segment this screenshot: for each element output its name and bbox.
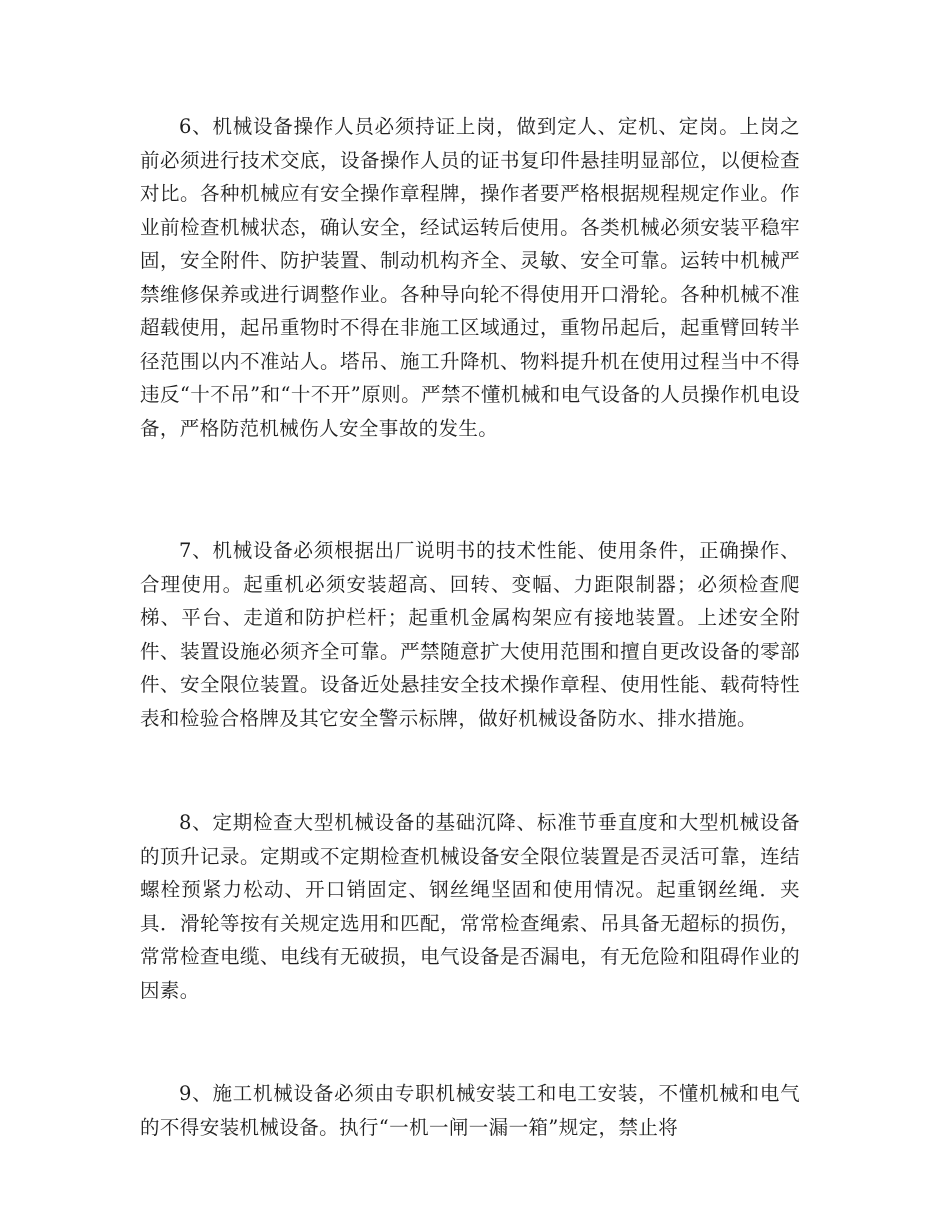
paragraph-item-6: 6、机械设备操作人员必须持证上岗，做到定人、定机、定岗。上岗之前必须进行技术交底，设备操作人员的证书复印件悬挂明显部位，以便检查对比。各种机械应有安全操作章程牌，操作者要严格根据规程规定作业。作业前检查机械状态，确认安全，经试运转后使用。各类机械必须安装平稳牢固，安全附件、防护装置、制动机构齐全、灵敏、安全可靠。运转中机械严禁维修保养或进行调整作业。各种导向轮不得使用开口滑轮。各种机械不准超载使用，起吊重物时不得在非施工区域通过，重物吊起后，起重臂回转半径范围以内不准站人。塔吊、施工升降机、物料提升机在使用过程当中不得违反“十不吊”和“十不开”原则。严禁不懂机械和电气设备的人员操作机电设备，严格防范机械伤人安全事故的发生。 [140, 115, 800, 440]
paragraph-item-8: 8、定期检查大型机械设备的基础沉降、标准节垂直度和大型机械设备的顶升记录。定期或不定期检查机械设备安全限位装置是否灵活可靠，连结螺栓预紧力松动、开口销固定、钢丝绳坚固和使用情况。起重钢丝绳．夹具．滑轮等按有关规定选用和匹配，常常检查绳索、吊具备无超标的损伤，常常检查电缆、电线有无破损，电气设备是否漏电，有无危险和阻碍作业的因素。 [140, 811, 800, 1002]
paragraph-item-9: 9、施工机械设备必须由专职机械安装工和电工安装，不懂机械和电气的不得安装机械设备。执行“一机一闸一漏一箱”规定，禁止将 [140, 1082, 800, 1139]
paragraph-item-7: 7、机械设备必须根据出厂说明书的技术性能、使用条件，正确操作、合理使用。起重机必须安装超高、回转、变幅、力距限制器；必须检查爬梯、平台、走道和防护栏杆；起重机金属构架应有接地装置。上述安全附件、装置设施必须齐全可靠。严禁随意扩大使用范围和擅自更改设备的零部件、安全限位装置。设备近处悬挂安全技术操作章程、使用性能、载荷特性表和检验合格牌及其它安全警示标牌，做好机械设备防水、排水措施。 [140, 539, 800, 730]
